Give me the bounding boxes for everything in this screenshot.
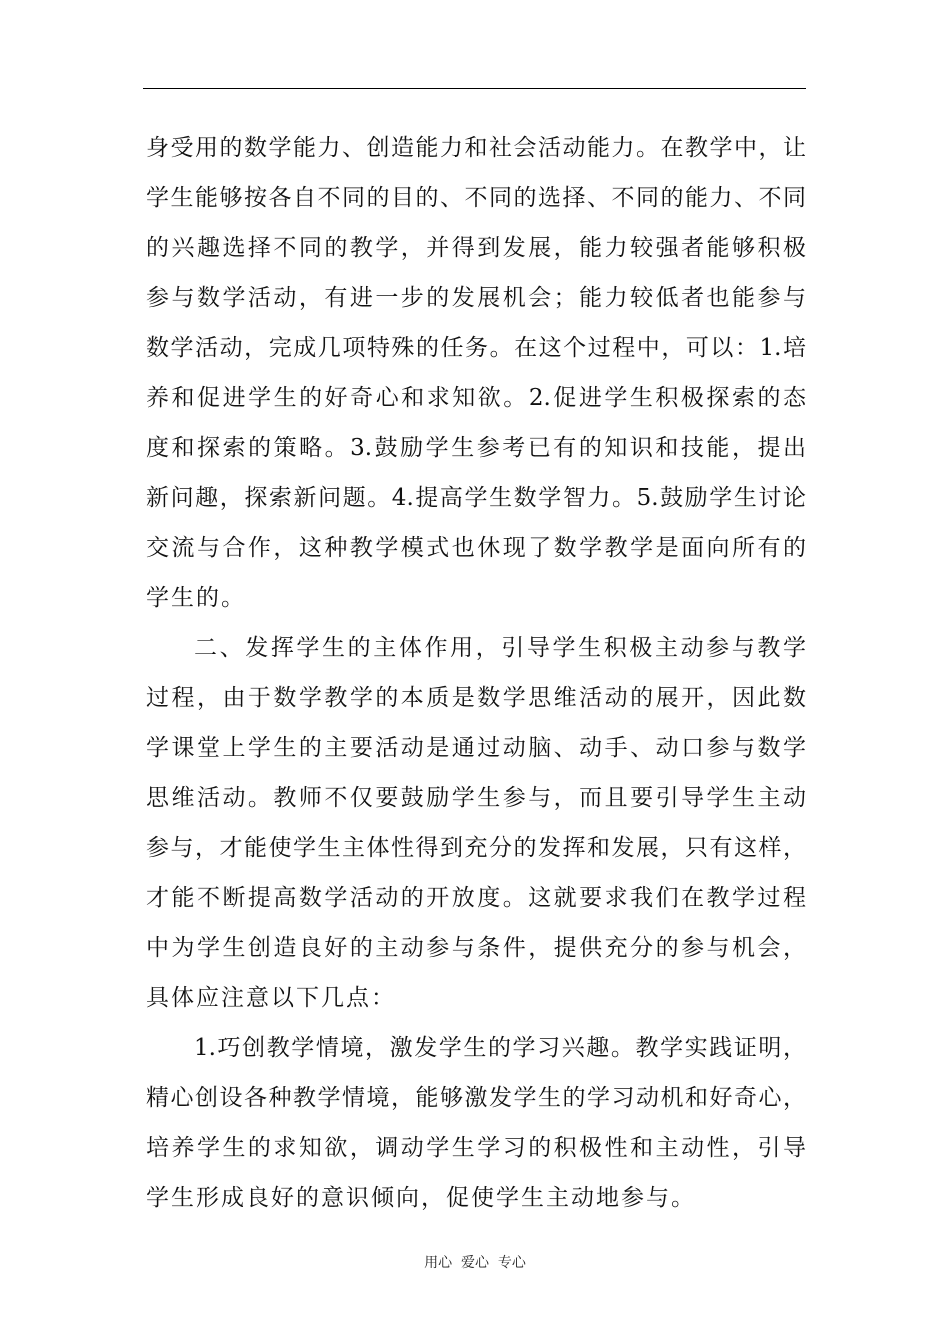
text-line: 学生形成良好的意识倾向，促使学生主动地参与。 <box>146 1185 696 1211</box>
text-line: 参与数学活动，有进一步的发展机会；能力较低者也能参与 <box>146 285 806 311</box>
list-item-line: 1.巧创教学情境，激发学生的学习兴趣。教学实践证明， <box>194 1035 806 1061</box>
text-line: 思维活动。教师不仅要鼓励学生参与，而且要引导学生主动 <box>146 785 806 811</box>
text-line: 学生能够按各自不同的目的、不同的选择、不同的能力、不同 <box>146 185 806 211</box>
text-line: 数学活动，完成几项特殊的任务。在这个过程中，可以：1.培 <box>146 335 806 361</box>
text-line: 的兴趣选择不同的教学，并得到发展，能力较强者能够积极 <box>146 235 806 261</box>
text-line: 新问趣，探索新问题。4.提高学生数学智力。5.鼓励学生讨论 <box>146 485 806 511</box>
text-line: 交流与合作，这种教学模式也休现了数学教学是面向所有的 <box>146 535 806 561</box>
section-heading-line: 二、发挥学生的主体作用，引导学生积极主动参与教学 <box>194 635 806 661</box>
text-line: 具体应注意以下几点： <box>146 985 396 1011</box>
text-line: 学课堂上学生的主要活动是通过动脑、动手、动口参与数学 <box>146 735 806 761</box>
text-line: 学生的。 <box>146 585 246 611</box>
header-rule <box>143 88 806 89</box>
text-line: 身受用的数学能力、创造能力和社会活动能力。在教学中，让 <box>146 135 806 161</box>
text-line: 培养学生的求知欲，调动学生学习的积极性和主动性，引导 <box>146 1135 806 1161</box>
text-line: 才能不断提高数学活动的开放度。这就要求我们在教学过程 <box>146 885 806 911</box>
text-line: 精心创设各种教学情境，能够激发学生的学习动机和好奇心， <box>146 1085 806 1111</box>
text-line: 养和促进学生的好奇心和求知欲。2.促进学生积极探索的态 <box>146 385 806 411</box>
text-line: 过程，由于数学教学的本质是数学思维活动的展开，因此数 <box>146 685 806 711</box>
text-line: 度和探索的策略。3.鼓励学生参考已有的知识和技能，提出 <box>146 435 806 461</box>
text-line: 参与，才能使学生主体性得到充分的发挥和发展，只有这样， <box>146 835 806 861</box>
text-line: 中为学生创造良好的主动参与条件，提供充分的参与机会， <box>146 935 806 961</box>
page-footer: 用心 爱心 专心 <box>424 1255 526 1271</box>
